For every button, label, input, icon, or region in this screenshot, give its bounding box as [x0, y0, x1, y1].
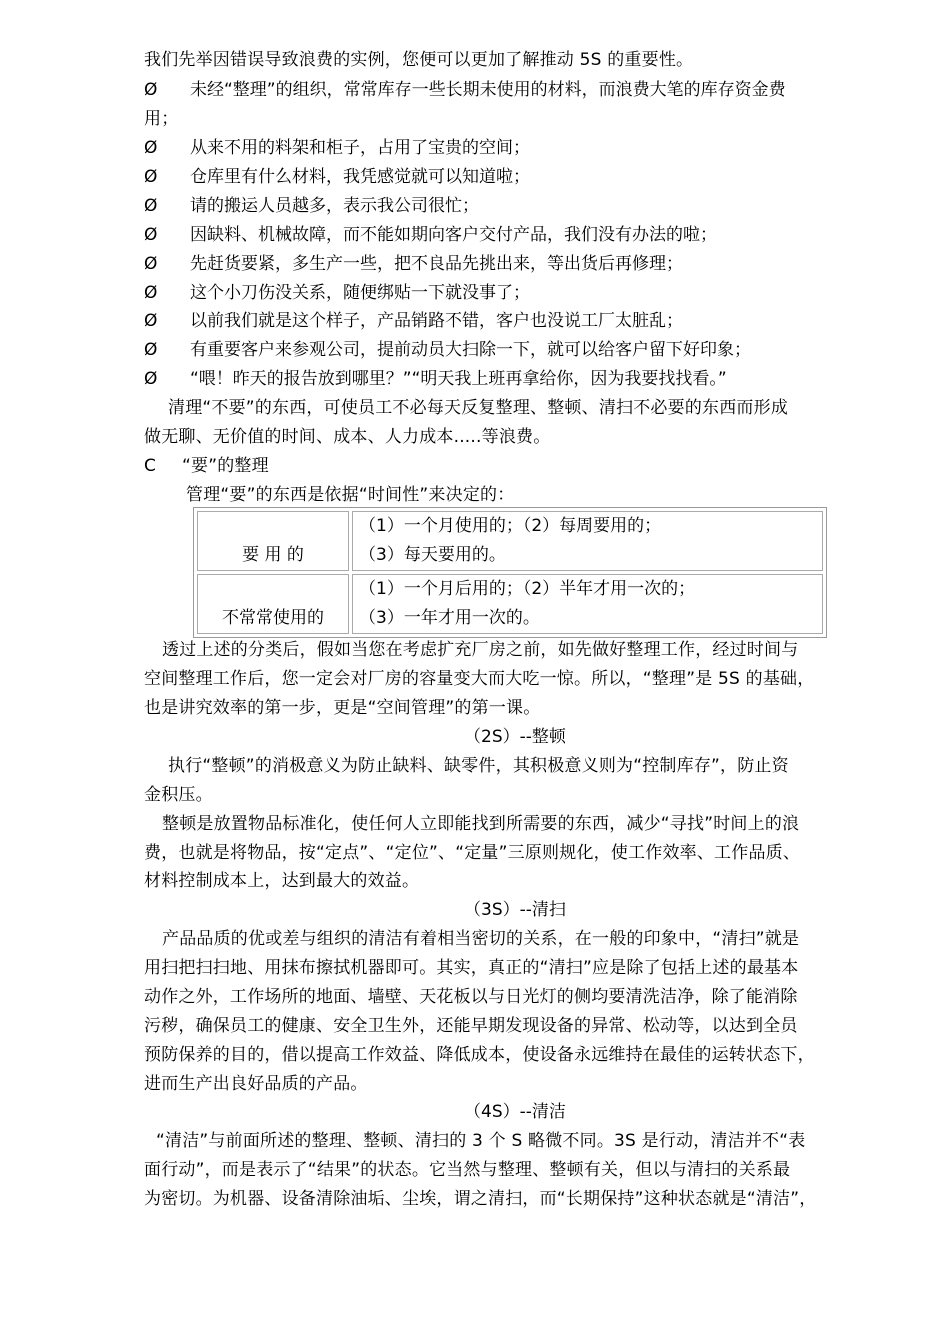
- paragraph-line: 管理“要”的东西是依据“时间性”来决定的：: [186, 485, 515, 505]
- bullet-text: 有重要客户来参观公司，提前动员大扫除一下，就可以给客户留下好印象；: [190, 340, 751, 360]
- bullet-marker: Ø: [144, 311, 158, 331]
- table-value-cell: [352, 574, 823, 634]
- paragraph-line: 空间整理工作后，您一定会对厂房的容量变大而大吃一惊。所以，“整理”是 5S 的基础，: [144, 669, 815, 689]
- section-title: “要”的整理: [182, 456, 269, 476]
- bullet-marker: Ø: [144, 138, 158, 158]
- paragraph-line: 为密切。为机器、设备清除油垢、尘埃，谓之清扫，而“长期保持”这种状态就是“清洁”，: [144, 1189, 817, 1209]
- bullet-marker: Ø: [144, 369, 158, 389]
- bullet-text: 未经“整理”的组织，常常库存一些长期未使用的材料，而浪费大笔的库存资金费: [190, 80, 786, 100]
- bullet-text: “喂！昨天的报告放到哪里？”“明天我上班再拿给你，因为我要找找看。”: [190, 369, 727, 389]
- table-value-line: （3）每天要用的。: [359, 545, 506, 565]
- bullet-marker: Ø: [144, 196, 158, 216]
- bullet-text: 这个小刀伤没关系，随便绑贴一下就没事了；: [190, 283, 530, 303]
- paragraph-line: 执行“整顿”的消极意义为防止缺料、缺零件，其积极意义则为“控制库存”，防止资: [168, 756, 789, 776]
- table-row: [197, 511, 823, 571]
- paragraph-line: 材料控制成本上，达到最大的效益。: [144, 871, 420, 891]
- table-label-cell: [197, 574, 349, 634]
- paragraph-line: 整顿是放置物品标准化，使任何人立即能找到所需要的东西，减少“寻找”时间上的浪: [162, 814, 800, 834]
- paragraph-line: 预防保养的目的，借以提高工作效益、降低成本，使设备永远维持在最佳的运转状态下，: [144, 1045, 815, 1065]
- paragraph-line: 面行动”，而是表示了“结果”的状态。它当然与整理、整顿有关，但以与清扫的关系最: [144, 1160, 791, 1180]
- bullet-text: 因缺料、机械故障，而不能如期向客户交付产品，我们没有办法的啦；: [190, 225, 717, 245]
- section-marker: C: [144, 456, 157, 476]
- table-label-cell: [197, 511, 349, 571]
- bullet-text: 从来不用的料架和柜子，占用了宝贵的空间；: [190, 138, 530, 158]
- paragraph-line: 动作之外，工作场所的地面、墙壁、天花板以与日光灯的侧均要清洗洁净，除了能消除: [144, 987, 798, 1007]
- section-heading-2s: （2S）--整顿: [464, 727, 566, 747]
- table-label: 要 用 的: [242, 545, 304, 565]
- paragraph-line: 也是讲究效率的第一步，更是“空间管理”的第一课。: [144, 698, 541, 718]
- usage-table: [193, 507, 827, 638]
- intro-line: 我们先举因错误导致浪费的实例，您便可以更加了解推动 5S 的重要性。: [144, 50, 694, 70]
- table-value-line: （3）一年才用一次的。: [359, 608, 540, 628]
- table-label: 不常常使用的: [222, 608, 324, 628]
- table-value-line: （1）一个月使用的；（2）每周要用的；: [359, 516, 662, 536]
- paragraph-line: 污秽，确保员工的健康、安全卫生外，还能早期发现设备的异常、松动等，以达到全员: [144, 1016, 798, 1036]
- bullet-marker: Ø: [144, 254, 158, 274]
- section-heading-4s: （4S）--清洁: [464, 1102, 566, 1122]
- bullet-marker: Ø: [144, 340, 158, 360]
- table-row: [197, 574, 823, 634]
- paragraph-line: 透过上述的分类后，假如当您在考虑扩充厂房之前，如先做好整理工作，经过时间与: [162, 640, 799, 660]
- bullet-text: 以前我们就是这个样子，产品销路不错，客户也没说工厂太脏乱；: [190, 311, 683, 331]
- table-value-cell: [352, 511, 823, 571]
- bullet-text: 先赶货要紧，多生产一些，把不良品先挑出来，等出货后再修理；: [190, 254, 683, 274]
- paragraph-line: “清洁”与前面所述的整理、整顿、清扫的 3 个 S 略微不同。3S 是行动，清洁并不“表: [156, 1131, 806, 1151]
- table-value-line: （1）一个月后用的；（2）半年才用一次的；: [359, 579, 696, 599]
- bullet-text: 仓库里有什么材料，我凭感觉就可以知道啦；: [190, 167, 530, 187]
- bullet-marker: Ø: [144, 80, 158, 100]
- paragraph-line: 清理“不要”的东西，可使员工不必每天反复整理、整顿、清扫不必要的东西而形成: [168, 398, 789, 418]
- bullet-text: 请的搬运人员越多，表示我公司很忙；: [190, 196, 479, 216]
- paragraph-line: 产品品质的优或差与组织的清洁有着相当密切的关系，在一般的印象中，“清扫”就是: [162, 929, 800, 949]
- paragraph-line: 用扫把扫扫地、用抹布擦拭机器即可。其实，真正的“清扫”应是除了包括上述的最基本: [144, 958, 799, 978]
- bullet-marker: Ø: [144, 167, 158, 187]
- paragraph-line: 费，也就是将物品，按“定点”、“定位”、“定量”三原则规化，使工作效率、工作品质、: [144, 843, 801, 863]
- paragraph-line: 做无聊、无价值的时间、成本、人力成本.....等浪费。: [144, 427, 551, 447]
- paragraph-line: 金积压。: [144, 785, 213, 805]
- bullet-text-cont: 用；: [144, 109, 179, 129]
- section-heading-3s: （3S）--清扫: [464, 900, 566, 920]
- paragraph-line: 进而生产出良好品质的产品。: [144, 1074, 368, 1094]
- bullet-marker: Ø: [144, 283, 158, 303]
- bullet-marker: Ø: [144, 225, 158, 245]
